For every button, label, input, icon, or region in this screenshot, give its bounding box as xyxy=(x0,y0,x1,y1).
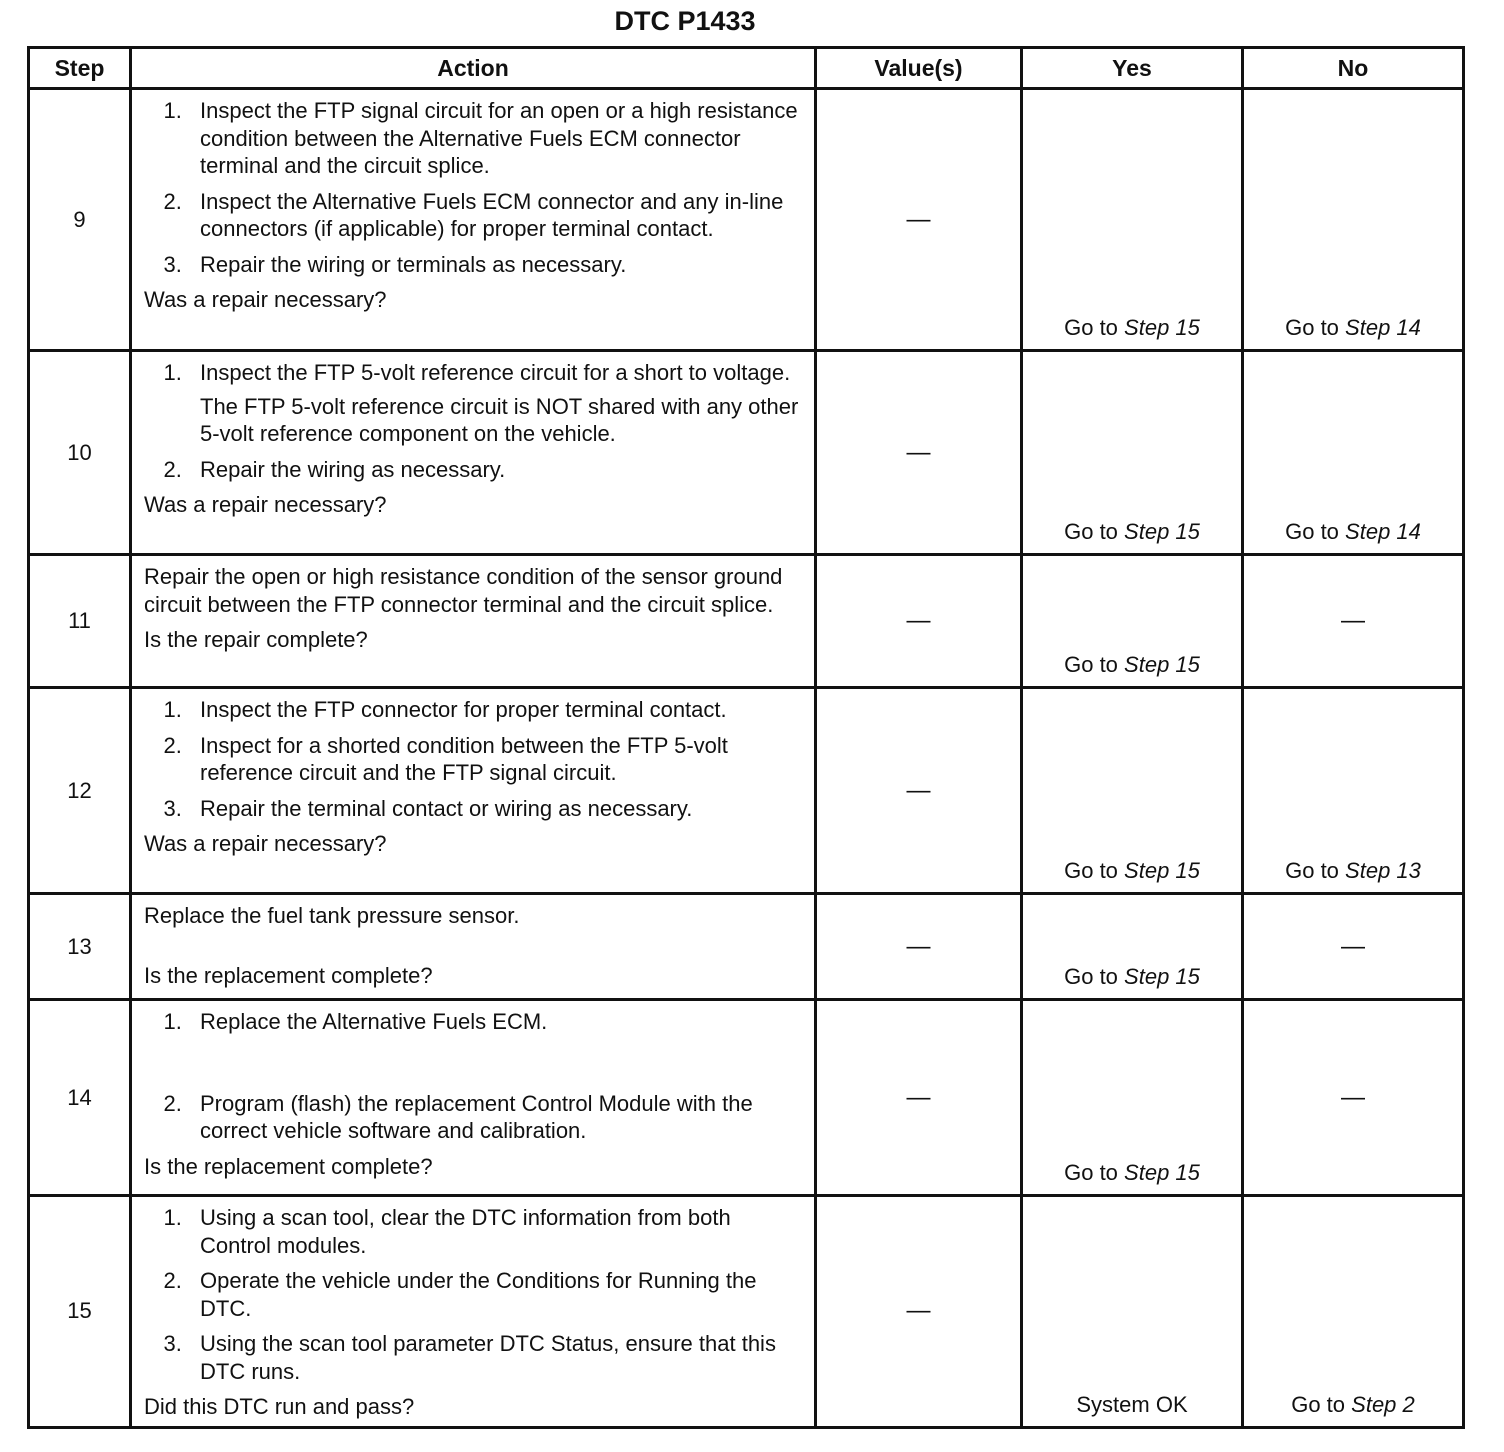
header-no: No xyxy=(1243,48,1464,89)
yes-cell xyxy=(1022,89,1243,351)
goto-prefix: Go to xyxy=(1064,315,1118,340)
action-item: 2. Inspect the Alternative Fuels ECM connector and any in-line connectors (if applicable) for proper terminal contact. xyxy=(188,188,804,243)
goto-step-link[interactable]: Step 14 xyxy=(1345,315,1421,340)
no-cell xyxy=(1243,1196,1464,1428)
goto-step-link[interactable]: Step 15 xyxy=(1124,964,1200,989)
no-cell: — xyxy=(1243,1000,1464,1196)
goto-prefix: Go to xyxy=(1064,519,1118,544)
goto-prefix: Go to xyxy=(1285,315,1339,340)
action-question: Did this DTC run and pass? xyxy=(144,1394,415,1419)
action-cell xyxy=(131,351,816,555)
step-number: 12 xyxy=(29,688,131,894)
action-cell xyxy=(131,555,816,688)
goto-step-link[interactable]: Step 15 xyxy=(1124,858,1200,883)
goto-step-link[interactable]: Step 15 xyxy=(1124,1160,1200,1185)
value-cell: — xyxy=(816,894,1022,1000)
action-list xyxy=(144,1008,804,1145)
yes-cell: System OK xyxy=(1022,1196,1243,1428)
action-item: 1. Inspect the FTP connector for proper terminal contact. xyxy=(188,696,804,724)
no-cell xyxy=(1243,89,1464,351)
goto-prefix: Go to xyxy=(1064,858,1118,883)
diagnostic-table xyxy=(27,46,1465,1429)
action-item: 3. Repair the wiring or terminals as necessary. xyxy=(188,251,804,279)
table-row xyxy=(29,688,1464,894)
no-cell xyxy=(1243,688,1464,894)
yes-cell xyxy=(1022,351,1243,555)
table-row xyxy=(29,894,1464,1000)
action-cell xyxy=(131,1196,816,1428)
action-cell xyxy=(131,688,816,894)
goto-step-link[interactable]: Step 15 xyxy=(1124,315,1200,340)
action-item: 1. Replace the Alternative Fuels ECM. xyxy=(188,1008,804,1036)
header-step: Step xyxy=(29,48,131,89)
action-cell xyxy=(131,894,816,1000)
action-cell xyxy=(131,1000,816,1196)
table-row xyxy=(29,555,1464,688)
goto-step-link[interactable]: Step 15 xyxy=(1124,519,1200,544)
action-question: Is the replacement complete? xyxy=(144,962,433,988)
header-yes: Yes xyxy=(1022,48,1243,89)
action-item: 1. Inspect the FTP signal circuit for an open or a high resistance condition between the Alternative Fuels ECM connector terminal and the circuit splice. xyxy=(188,97,804,180)
goto-prefix: Go to xyxy=(1291,1391,1346,1417)
action-item: 2. Operate the vehicle under the Conditions for Running the DTC. xyxy=(188,1267,804,1322)
action-question: Is the replacement complete? xyxy=(144,1153,433,1179)
step-number: 15 xyxy=(29,1196,131,1428)
no-cell: — xyxy=(1243,894,1464,1000)
value-cell: — xyxy=(816,555,1022,688)
goto-prefix: Go to xyxy=(1064,652,1118,677)
value-cell: — xyxy=(816,1000,1022,1196)
no-cell xyxy=(1243,351,1464,555)
action-text: Replace the fuel tank pressure sensor. xyxy=(144,903,520,928)
table-row xyxy=(29,89,1464,351)
step-number: 13 xyxy=(29,894,131,1000)
step-number: 14 xyxy=(29,1000,131,1196)
step-number: 11 xyxy=(29,555,131,688)
action-list xyxy=(144,97,804,278)
action-question: Was a repair necessary? xyxy=(144,831,387,856)
action-list xyxy=(144,1204,804,1385)
goto-prefix: Go to xyxy=(1064,964,1118,989)
no-cell: — xyxy=(1243,555,1464,688)
yes-cell xyxy=(1022,555,1243,688)
table-row xyxy=(29,1196,1464,1428)
table-row xyxy=(29,351,1464,555)
action-question: Is the repair complete? xyxy=(144,627,368,652)
action-note: The FTP 5-volt reference circuit is NOT shared with any other 5-volt reference component on the vehicle. xyxy=(200,393,799,446)
header-row xyxy=(29,48,1464,89)
action-text: Repair the open or high resistance condition of the sensor ground circuit between the FTP connector terminal and the circuit splice. xyxy=(144,564,783,617)
goto-step-link[interactable]: Step 15 xyxy=(1124,652,1200,677)
value-cell: — xyxy=(816,688,1022,894)
value-cell: — xyxy=(816,1196,1022,1428)
goto-prefix: Go to xyxy=(1285,858,1339,883)
action-cell xyxy=(131,89,816,351)
header-action: Action xyxy=(131,48,816,89)
value-cell: — xyxy=(816,89,1022,351)
goto-step-link[interactable]: Step 14 xyxy=(1345,519,1421,544)
action-list xyxy=(144,359,804,483)
header-values: Value(s) xyxy=(816,48,1022,89)
goto-prefix: Go to xyxy=(1064,1160,1118,1185)
action-item: 3. Using the scan tool parameter DTC Status, ensure that this DTC runs. xyxy=(188,1330,804,1385)
document-title: DTC P1433 xyxy=(614,6,756,36)
action-question: Was a repair necessary? xyxy=(144,287,387,312)
action-item: 3. Repair the terminal contact or wiring as necessary. xyxy=(188,795,804,823)
yes-cell xyxy=(1022,894,1243,1000)
action-item: 1. Inspect the FTP 5-volt reference circuit for a short to voltage. The FTP 5-volt reference circuit is NOT shared with any other 5-volt reference component on the vehicle. xyxy=(188,359,804,448)
goto-step-link[interactable]: Step 13 xyxy=(1345,858,1421,883)
goto-prefix: Go to xyxy=(1285,519,1339,544)
table-row xyxy=(29,1000,1464,1196)
value-cell: — xyxy=(816,351,1022,555)
action-item: 2. Program (flash) the replacement Control Module with the correct vehicle software and calibration. xyxy=(188,1090,804,1145)
action-question: Was a repair necessary? xyxy=(144,492,387,517)
action-item: 2. Repair the wiring as necessary. xyxy=(188,456,804,484)
step-number: 9 xyxy=(29,89,131,351)
action-list xyxy=(144,696,804,822)
action-item: 1. Using a scan tool, clear the DTC information from both Control modules. xyxy=(188,1204,804,1259)
action-item: 2. Inspect for a shorted condition between the FTP 5-volt reference circuit and the FTP signal circuit. xyxy=(188,732,804,787)
goto-step-link[interactable]: Step 2 xyxy=(1351,1391,1415,1417)
yes-cell xyxy=(1022,688,1243,894)
yes-cell xyxy=(1022,1000,1243,1196)
step-number: 10 xyxy=(29,351,131,555)
